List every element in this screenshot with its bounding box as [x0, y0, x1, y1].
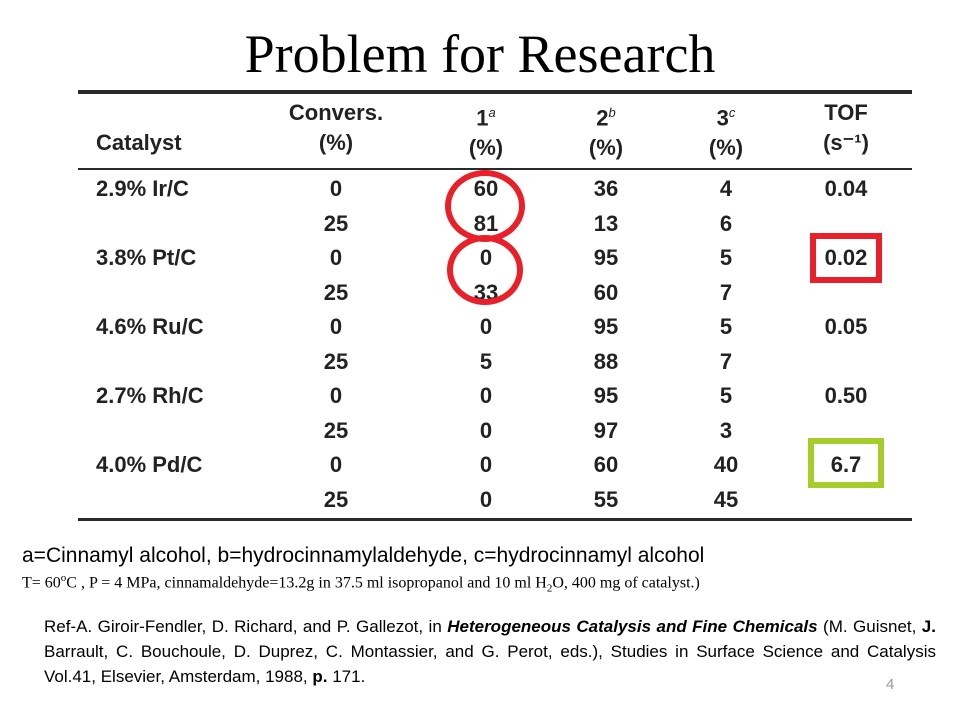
table-cell-p3: 3	[719, 417, 733, 443]
table-cell-convers: 0	[329, 176, 343, 201]
table-cell-p3: 40	[713, 452, 739, 477]
table-row-catalyst: 3.8% Pt/C	[96, 245, 197, 270]
table-cell-p3: 6	[719, 210, 733, 236]
reaction-conditions: $T= 60^oC$ , P = 4 MPa, cinnamaldehyde=13.2g in 37.5 ml isopropanol and 10 ml $H_2O$, 400 mg of catalyst.)	[22, 572, 700, 595]
table-cell-tof: 0.50	[824, 383, 868, 408]
table-cell-tof: 6.7	[830, 452, 862, 477]
table-cell-p1: 5	[479, 348, 493, 374]
table-cell-p1: 0	[479, 383, 493, 408]
header-catalyst: Catalyst	[96, 130, 182, 155]
table-cell-p1: 0	[479, 417, 493, 443]
table-cell-p3: 4	[719, 176, 733, 201]
header-product-1: 1$^a$ (%)	[468, 105, 504, 161]
page-number: 4	[886, 676, 895, 693]
highlight-circle-pt	[447, 235, 523, 305]
table-cell-convers: 0	[329, 314, 343, 339]
table-cell-p3: 5	[719, 383, 733, 408]
table-row-catalyst: 4.6% Ru/C	[96, 314, 204, 339]
table-cell-p2: 55	[593, 486, 619, 512]
table-row-catalyst: 2.7% Rh/C	[96, 383, 204, 408]
header-convers: Convers. (%)	[288, 100, 384, 155]
table-top-rule	[78, 90, 912, 94]
highlight-circle-ir	[445, 170, 525, 242]
table-cell-p2: 95	[593, 383, 619, 408]
table-cell-p3: 5	[719, 314, 733, 339]
table-cell-p1: 81	[473, 210, 499, 236]
header-tof: TOF (s⁻¹)	[823, 100, 869, 155]
footnote-legend: a=Cinnamyl alcohol, b=hydrocinnamylaldehyde, c=hydrocinnamyl alcohol	[22, 544, 705, 567]
table-cell-tof: 0.04	[824, 176, 868, 201]
table-cell-p3: 7	[719, 348, 733, 374]
table-cell-p1: 33	[473, 279, 499, 305]
table-cell-p3: 45	[713, 486, 739, 512]
table-cell-convers: 25	[323, 210, 349, 236]
table-cell-p2: 13	[593, 210, 619, 236]
page-title: Problem for Research	[244, 24, 716, 84]
table-header-rule	[78, 168, 912, 170]
table-bottom-rule	[78, 518, 912, 521]
table-cell-tof: 0.02	[824, 245, 868, 270]
table-cell-p2: 97	[593, 417, 619, 443]
highlight-box-pt-tof	[810, 233, 882, 283]
data-table	[78, 90, 912, 522]
highlight-box-pd-tof	[808, 438, 884, 488]
table-cell-p1: 60	[473, 176, 499, 201]
table-cell-p3: 7	[719, 279, 733, 305]
table-cell-convers: 0	[329, 383, 343, 408]
table-cell-p3: 5	[719, 245, 733, 270]
header-product-2: 2$^b$ (%)	[588, 105, 624, 161]
header-product-3: 3$^c$ (%)	[708, 105, 744, 161]
table-cell-convers: 0	[329, 452, 343, 477]
table-cell-p1: 0	[479, 314, 493, 339]
table-cell-p2: 60	[593, 279, 619, 305]
table-cell-p2: 60	[593, 452, 619, 477]
table-cell-convers: 25	[323, 279, 349, 305]
table-row-catalyst: 2.9% Ir/C	[96, 176, 189, 201]
table-cell-p2: 95	[593, 245, 619, 270]
reference-citation: Ref-A. Giroir-Fendler, D. Richard, and P. Gallezot, in Heterogeneous Catalysis and Fine Chemicals (M. Guisnet, J. Barrault, C. Bouchoule, D. Duprez, C. Montassier, and G. Perot, eds.), Studies in Surface Science and Catalysis Vol.41, Elsevier, Amsterdam, 1988, p. 171.	[44, 617, 936, 686]
table-cell-convers: 25	[323, 486, 349, 512]
table-cell-convers: 0	[329, 245, 343, 270]
table-cell-convers: 25	[323, 417, 349, 443]
table-cell-p1: 0	[479, 452, 493, 477]
table-cell-p2: 36	[593, 176, 619, 201]
table-cell-p1: 0	[479, 245, 493, 270]
table-cell-convers: 25	[323, 348, 349, 374]
table-cell-p2: 95	[593, 314, 619, 339]
table-cell-p2: 88	[593, 348, 619, 374]
table-cell-p1: 0	[479, 486, 493, 512]
table-cell-tof: 0.05	[824, 314, 868, 339]
table-row-catalyst: 4.0% Pd/C	[96, 452, 203, 477]
